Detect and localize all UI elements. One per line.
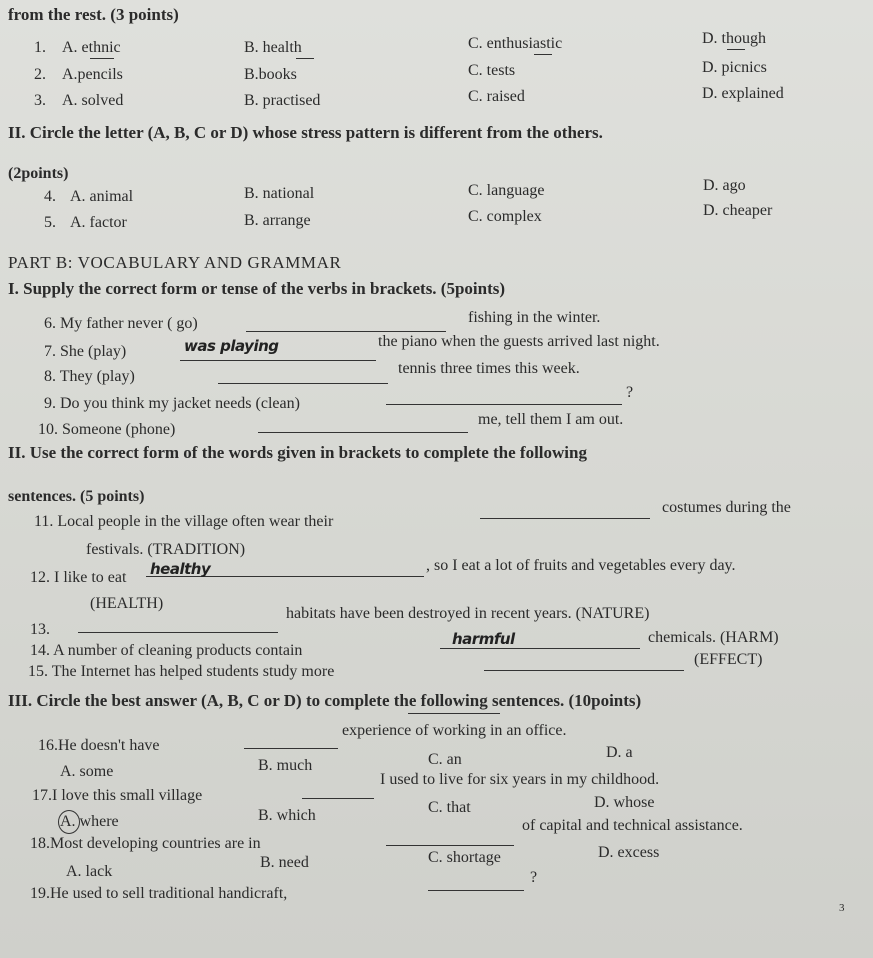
q12-text: 12. I like to eat <box>30 569 127 586</box>
q17-answer-blank[interactable] <box>302 798 374 799</box>
q1-option-c: C. enthusiastic <box>468 35 563 52</box>
q17-option-a[interactable]: A. where <box>60 813 119 830</box>
q5-number: 5. <box>44 214 56 231</box>
q2-option-d: D. picnics <box>702 59 767 76</box>
q3-option-c: C. raised <box>468 88 525 105</box>
q18-text-end: of capital and technical assistance. <box>522 817 743 834</box>
q2-option-a: A.pencils <box>62 66 123 83</box>
q3-option-b: B. practised <box>244 92 321 109</box>
q18-text: 18.Most developing countries are in <box>30 835 261 852</box>
q7-text-end: the piano when the guests arrived last night. <box>378 333 660 350</box>
q9-answer-blank[interactable] <box>386 404 622 405</box>
q14-text: 14. A number of cleaning products contain <box>30 642 303 659</box>
q17-option-c[interactable]: C. that <box>428 799 471 816</box>
q12-text-end: , so I eat a lot of fruits and vegetables every day. <box>426 557 736 574</box>
q15-text-end: (EFFECT) <box>694 651 763 668</box>
q1-option-b: B. health <box>244 39 302 56</box>
part-b-heading: PART B: VOCABULARY AND GRAMMAR <box>8 253 342 272</box>
q2-number: 2. <box>34 66 46 83</box>
q1-option-d: D. though <box>702 30 766 47</box>
q19-text: 19.He used to sell traditional handicraft, <box>30 885 288 902</box>
q18-option-b[interactable]: B. need <box>260 854 309 871</box>
q17-text-end: I used to live for six years in my childhood. <box>380 771 660 788</box>
q8-text: 8. They (play) <box>44 368 135 385</box>
q6-text-end: fishing in the winter. <box>468 309 601 326</box>
q10-text-end: me, tell them I am out. <box>478 411 624 428</box>
q8-answer-blank[interactable] <box>218 383 388 384</box>
q13-number: 13. <box>30 621 50 638</box>
underline-mark <box>296 58 314 59</box>
q16-text: 16.He doesn't have <box>38 737 160 754</box>
q4-number: 4. <box>44 188 56 205</box>
q18-option-c[interactable]: C. shortage <box>428 849 501 866</box>
q18-option-d[interactable]: D. excess <box>598 844 660 861</box>
q6-text: 6. My father never ( go) <box>44 315 198 332</box>
q18-answer-blank[interactable] <box>386 845 514 846</box>
mc-heading: III. Circle the best answer (A, B, C or D) to complete the following sentences. (10points) <box>8 691 642 710</box>
q9-text-end: ? <box>626 384 634 401</box>
q10-answer-blank[interactable] <box>258 432 468 433</box>
q16-option-b[interactable]: B. much <box>258 757 313 774</box>
q13-answer-blank[interactable] <box>78 632 278 633</box>
underline-mark <box>727 49 745 50</box>
q5-option-a: A. factor <box>70 214 127 231</box>
q5-option-d: D. cheaper <box>703 202 773 219</box>
q16-text-end: experience of working in an office. <box>342 722 567 739</box>
underline-mark <box>408 713 500 714</box>
q11-text: 11. Local people in the village often wear their <box>34 513 334 530</box>
q1-number: 1. <box>34 39 46 56</box>
verbs-heading: I. Supply the correct form or tense of the verbs in brackets. (5points) <box>8 279 506 298</box>
underline-mark <box>534 54 552 55</box>
q4-option-a: A. animal <box>70 188 134 205</box>
q16-option-d[interactable]: D. a <box>606 744 633 761</box>
stress-points: (2points) <box>8 165 69 182</box>
q16-answer-blank[interactable] <box>244 748 338 749</box>
q18-option-a[interactable]: A. lack <box>66 863 113 880</box>
q4-option-d: D. ago <box>703 177 746 194</box>
q9-text: 9. Do you think my jacket needs (clean) <box>44 395 300 412</box>
q15-text: 15. The Internet has helped students study more <box>28 663 335 680</box>
q14-handwritten-answer: harmful <box>452 630 515 648</box>
q17-option-d[interactable]: D. whose <box>594 794 655 811</box>
q7-handwritten-answer: was playing <box>184 337 279 355</box>
q3-number: 3. <box>34 92 46 109</box>
q14-answer-blank[interactable] <box>440 648 640 649</box>
q13-text-end: habitats have been destroyed in recent years. (NATURE) <box>286 605 650 622</box>
q16-option-c[interactable]: C. an <box>428 751 462 768</box>
q11-text-end: costumes during the <box>662 499 791 516</box>
q11-text-2: festivals. (TRADITION) <box>86 541 246 558</box>
q2-option-c: C. tests <box>468 62 516 79</box>
q15-answer-blank[interactable] <box>484 670 684 671</box>
q6-answer-blank[interactable] <box>246 331 446 332</box>
q3-option-a: A. solved <box>62 92 124 109</box>
q3-option-d: D. explained <box>702 85 784 102</box>
q10-text: 10. Someone (phone) <box>38 421 176 438</box>
q12-handwritten-answer: healthy <box>150 560 211 578</box>
q7-answer-blank[interactable] <box>180 360 376 361</box>
q1-option-a: A. ethnic <box>62 39 121 56</box>
q12-text-2: (HEALTH) <box>90 595 164 612</box>
answer-circle <box>58 810 80 834</box>
q16-option-a[interactable]: A. some <box>60 763 114 780</box>
q5-option-c: C. complex <box>468 208 542 225</box>
q17-text: 17.I love this small village <box>32 787 203 804</box>
q17-option-b[interactable]: B. which <box>258 807 316 824</box>
q11-answer-blank[interactable] <box>480 518 650 519</box>
q7-text: 7. She (play) <box>44 343 127 360</box>
q2-option-b: B.books <box>244 66 297 83</box>
q14-text-end: chemicals. (HARM) <box>648 629 779 646</box>
q5-option-b: B. arrange <box>244 212 311 229</box>
q19-text-end: ? <box>530 869 538 886</box>
q8-text-end: tennis three times this week. <box>398 360 580 377</box>
q4-option-b: B. national <box>244 185 315 202</box>
page-number: 3 <box>839 902 845 914</box>
q19-answer-blank[interactable] <box>428 890 524 891</box>
word-form-heading: II. Use the correct form of the words given in brackets to complete the following <box>8 443 587 462</box>
word-form-heading-2: sentences. (5 points) <box>8 488 145 505</box>
section-heading-stress: II. Circle the letter (A, B, C or D) whose stress pattern is different from the others. <box>8 123 603 142</box>
underline-mark <box>90 58 114 59</box>
q4-option-c: C. language <box>468 182 545 199</box>
section-heading-pronunciation: from the rest. (3 points) <box>8 5 179 24</box>
